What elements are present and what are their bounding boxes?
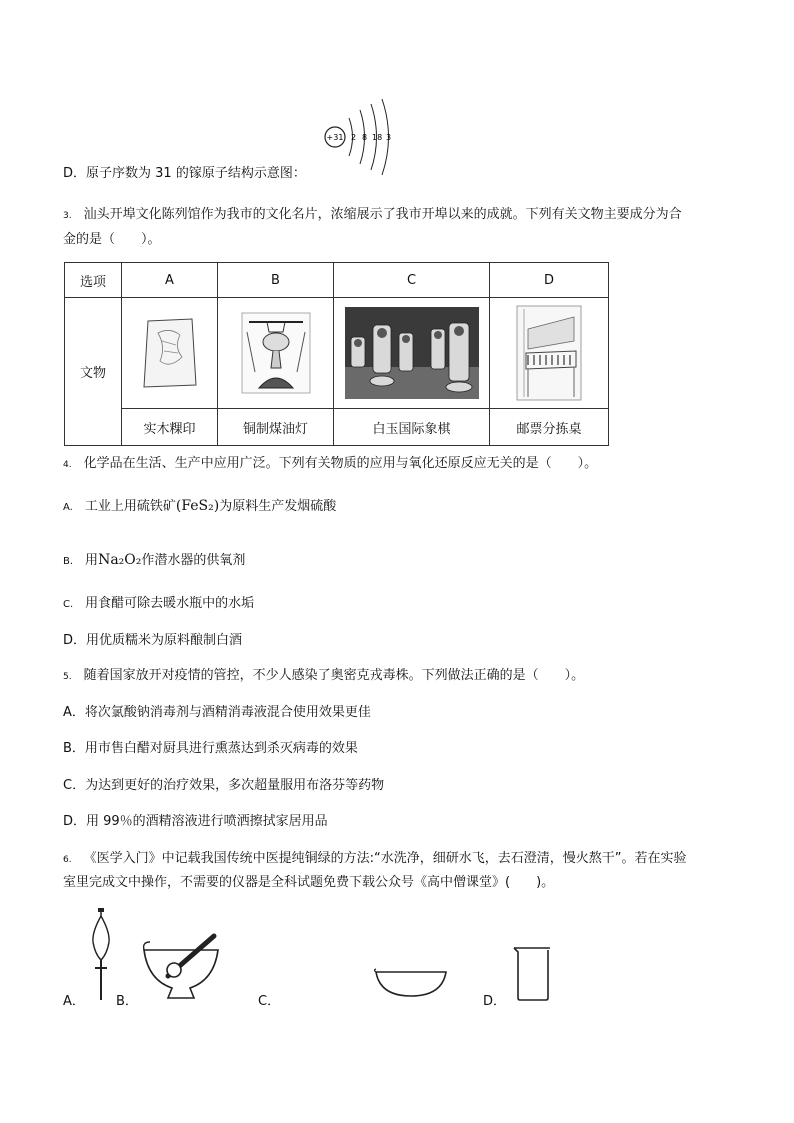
atom-shell-1: 2 xyxy=(351,133,357,142)
atom-shell-3: 18 xyxy=(372,133,383,142)
q4-option-a xyxy=(63,496,336,518)
q4-option-a-post: 为原料生产发烟硫酸 xyxy=(219,499,337,514)
artifacts-table xyxy=(64,262,609,446)
copper-oil-lamp-image xyxy=(241,312,311,394)
q6-line1 xyxy=(63,849,686,870)
atom-shell-4: 3 xyxy=(386,133,392,142)
mortar-and-pestle-icon xyxy=(140,928,222,1002)
q5-option-c: C．为达到更好的治疗效果，多次超量服用布洛芬等药物 xyxy=(63,778,385,793)
q4-option-b-formula: Na₂O₂ xyxy=(98,552,142,568)
separatory-funnel-icon xyxy=(90,908,112,1002)
q4-option-a-formula: (FeS₂) xyxy=(175,498,220,514)
q5-option-d: D．用 99％的酒精溶液进行喷洒擦拭家居用品 xyxy=(63,814,328,829)
table-row-label: 文物 xyxy=(65,298,122,446)
artifact-name-d: 邮票分拣桌 xyxy=(490,409,609,446)
q6-stem-1: 《医学入门》中记载我国传统中医提纯铜绿的方法:“水洗净，细研水飞，去石澄清，慢火熬干”。若在实验 xyxy=(83,851,687,866)
q4-option-c-letter: C. xyxy=(63,599,74,610)
gallium-atom-diagram xyxy=(322,96,402,176)
table-header-cell: A xyxy=(122,263,218,298)
q5-number: 5. xyxy=(63,672,72,682)
jade-chess-image xyxy=(345,307,479,399)
q6-line2: 室里完成文中操作，不需要的仪器是全科试题免费下载公众号《高中僧课堂》( )。 xyxy=(63,875,555,890)
q4-option-b xyxy=(63,550,245,572)
q4-option-a-pre: 工业上用硫铁矿 xyxy=(84,499,176,514)
q6-option-d-label: D． xyxy=(483,994,507,1009)
stamp-sorting-desk-image xyxy=(516,305,582,401)
artifact-name-b: 铜制煤油灯 xyxy=(218,409,334,446)
q4-option-b-post: 作潜水器的供氧剂 xyxy=(141,553,246,568)
q4-stem: 化学品在生活、生产中应用广泛。下列有关物质的应用与氧化还原反应无关的是（ ）。 xyxy=(83,456,598,471)
q3-number: 3. xyxy=(63,211,72,221)
q4-option-b-pre: 用 xyxy=(85,553,99,568)
q6-option-b-label: B． xyxy=(116,994,138,1009)
q4-option-c-text: 用食醋可除去暖水瓶中的水垢 xyxy=(85,596,255,611)
q3-stem: 汕头开埠文化陈列馆作为我市的文化名片，浓缩展示了我市开埠以来的成就。下列有关文物主要成分为合 xyxy=(83,207,682,222)
q4-number: 4. xyxy=(63,460,72,470)
table-header-cell: C xyxy=(334,263,490,298)
q6-number: 6. xyxy=(63,855,72,865)
artifact-image-d xyxy=(490,298,609,409)
wooden-mold-image xyxy=(140,317,200,389)
artifact-name-a: 实木粿印 xyxy=(122,409,218,446)
q5-option-a: A．将次氯酸钠消毒剂与酒精消毒液混合使用效果更佳 xyxy=(63,705,371,720)
artifact-image-a xyxy=(122,298,218,409)
artifact-name-c: 白玉国际象棋 xyxy=(334,409,490,446)
q6-option-c-label: C． xyxy=(258,994,281,1009)
q6-option-a-label: A． xyxy=(63,994,85,1009)
table-header-cell: D xyxy=(490,263,609,298)
atom-shell-2: 8 xyxy=(362,133,368,142)
q4-option-b-letter: B. xyxy=(63,556,74,567)
table-row xyxy=(65,298,609,409)
artifact-image-b xyxy=(218,298,334,409)
table-row xyxy=(65,409,609,446)
q5-stem: 随着国家放开对疫情的管控，不少人感染了奥密克戎毒株。下列做法正确的是（ ）。 xyxy=(83,668,585,683)
q5-option-b: B．用市售白醋对厨具进行熏蒸达到杀灭病毒的效果 xyxy=(63,741,358,756)
q3-line1 xyxy=(63,205,682,226)
artifact-image-c xyxy=(334,298,490,409)
evaporating-dish-icon xyxy=(374,968,448,1000)
option-d-previous: D．原子序数为 31 的镓原子结构示意图： xyxy=(63,166,306,181)
q4-option-a-letter: A. xyxy=(63,502,73,513)
atom-nucleus-label: +31 xyxy=(326,133,344,142)
q3-line2: 金的是（ ）。 xyxy=(63,232,161,247)
table-header-cell: 选项 xyxy=(65,263,122,298)
q4-option-c xyxy=(63,594,254,615)
table-header-cell: B xyxy=(218,263,334,298)
q5-stem-line xyxy=(63,666,584,687)
q4-stem-line xyxy=(63,454,597,475)
beaker-icon xyxy=(512,946,552,1002)
table-row xyxy=(65,263,609,298)
q4-option-d: D．用优质糯米为原料酿制白酒 xyxy=(63,633,243,648)
